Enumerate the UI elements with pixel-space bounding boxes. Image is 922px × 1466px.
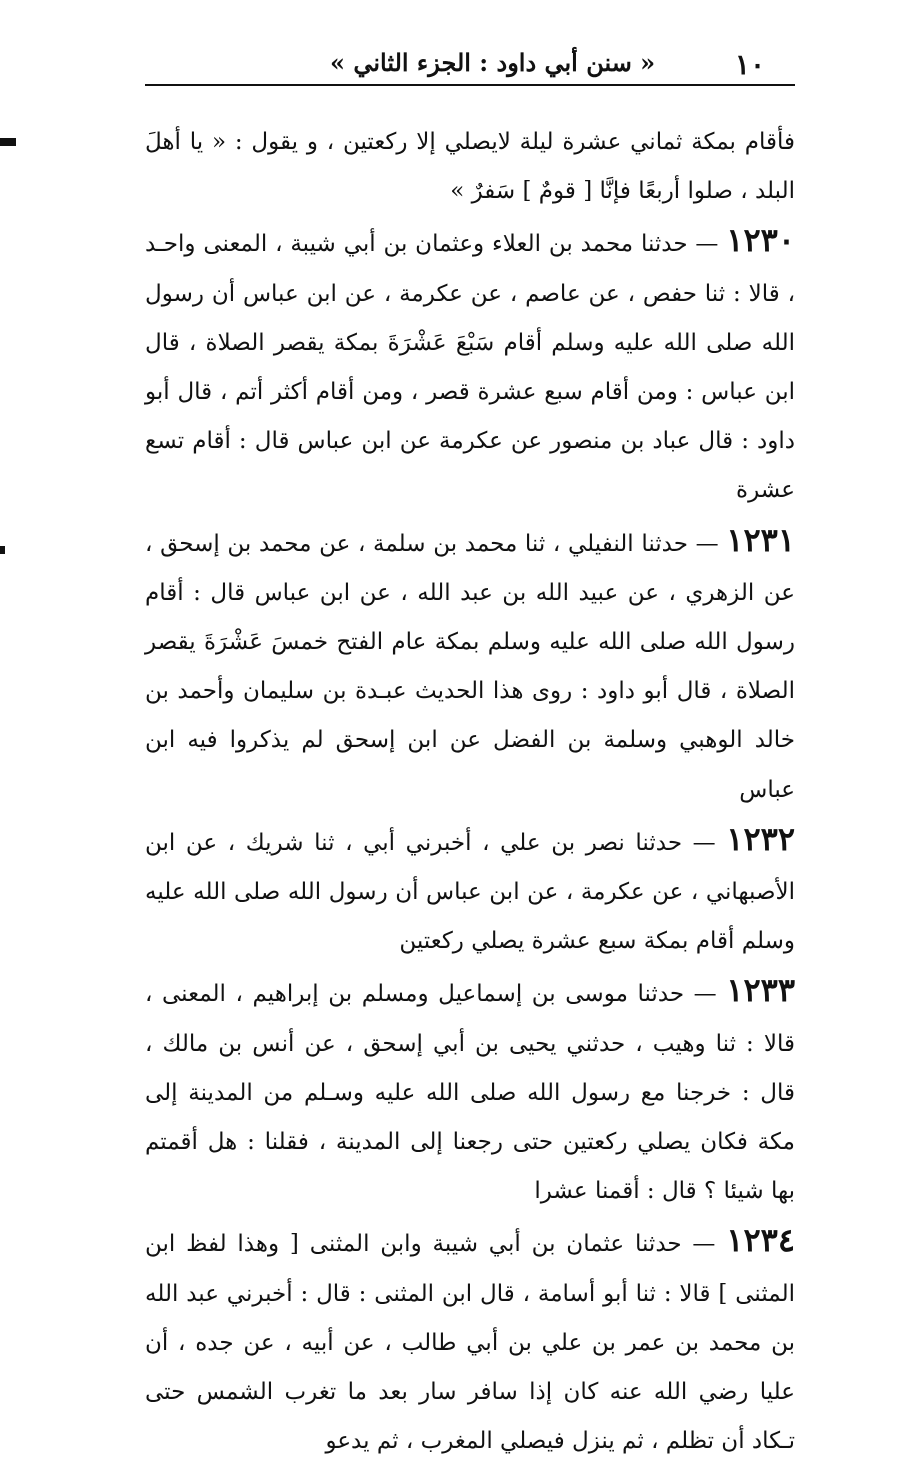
hadith-text: فأقام بمكة ثماني عشرة ليلة لايصلي إلا ركعتين ، و يقول : « يا أهلَ البلد ، صلوا أربعًا فإنَّا [ قومٌ ] سَفرٌ » (145, 129, 795, 205)
page-header (145, 44, 795, 86)
hadith-1232 (145, 815, 795, 967)
running-title: « سنن أبي داود : الجزء الثاني » (330, 48, 656, 77)
hadith-1233 (145, 966, 795, 1216)
page-number: ١٠ (734, 48, 765, 81)
hadith-text: — حدثنا موسى بن إسماعيل ومسلم بن إبراهيم ، المعنى ، قالا : ثنا وهيب ، حدثني يحيى بن أبي إسحق ، عن أنس بن مالك ، قال : خرجنا مع رسول الله صلى الله عليه وسـلم من المدينة إلى مكة فكان يصلي ركعتين حتى رجعنا إلى المدينة ، فقلنا : هل أقمتم بها شيئا ؟ قال : أقمنا عشرا (145, 981, 795, 1205)
hadith-1230 (145, 216, 795, 515)
left-margin-mark (0, 138, 16, 146)
document-page (145, 0, 796, 1455)
left-margin-dot (0, 546, 5, 554)
hadith-number: ١٢٣٤ (726, 1221, 796, 1260)
hadith-text: — حدثنا عثمان بن أبي شيبة وابن المثنى [ وهذا لفظ ابن المثنى ] قالا : ثنا أبو أسامة ، قال ابن المثنى : قال : أخبرني عبد الله بن محمد بن عمر بن علي بن أبي طالب ، عن أبيه ، عن جده ، أن عليا رضي الله عنه كان إذا سافر سار بعد ما تغرب الشمس حتى تـكاد أن تظلم ، ثم ينزل فيصلي المغرب ، ثم يدعو (145, 1231, 795, 1455)
hadith-text: — حدثنا النفيلي ، ثنا محمد بن سلمة ، عن محمد بن إسحق ، عن الزهري ، عن عبيد الله بن عبد الله ، عن ابن عباس قال : أقام رسول الله صلى الله عليه وسلم بمكة عام الفتح خمسَ عَشْرَةَ يقصر الصلاة ، قال أبو داود : روى هذا الحديث عبـدة بن سليمان وأحمد بن خالد الوهبي وسلمة بن الفضل عن ابن إسحق لم يذكروا فيه ابن عباس (145, 530, 795, 803)
hadith-number: ١٢٣١ (726, 520, 795, 559)
page-body (145, 118, 795, 1466)
hadith-number: ١٢٣٢ (726, 819, 795, 858)
hadith-text: — حدثنا محمد بن العلاء وعثمان بن أبي شيبة ، المعنى واحـد ، قالا : ثنا حفص ، عن عاصم ، عن عكرمة ، عن ابن عباس أن رسول الله صلى الله عليه وسلم أقام سَبْعَ عَشْرَةَ بمكة يقصر الصلاة ، قال ابن عباس : ومن أقام سبع عشرة قصر ، ومن أقام أكثر أتم ، قال أبو داود : قال عباد بن منصور عن عكرمة عن ابن عباس قال : أقام تسع عشرة (145, 231, 795, 504)
hadith-text: — حدثنا نصر بن علي ، أخبرني أبي ، ثنا شريك ، عن ابن الأصبهاني ، عن عكرمة ، عن ابن عباس أن رسول الله صلى الله عليه وسلم أقام بمكة سبع عشرة يصلي ركعتين (145, 829, 795, 955)
hadith-number: ١٢٣٣ (726, 971, 796, 1010)
hadith-number: ١٢٣٠ (726, 221, 796, 260)
hadith-1231 (145, 516, 795, 815)
hadith-continuation (145, 118, 795, 216)
hadith-1234 (145, 1216, 795, 1466)
